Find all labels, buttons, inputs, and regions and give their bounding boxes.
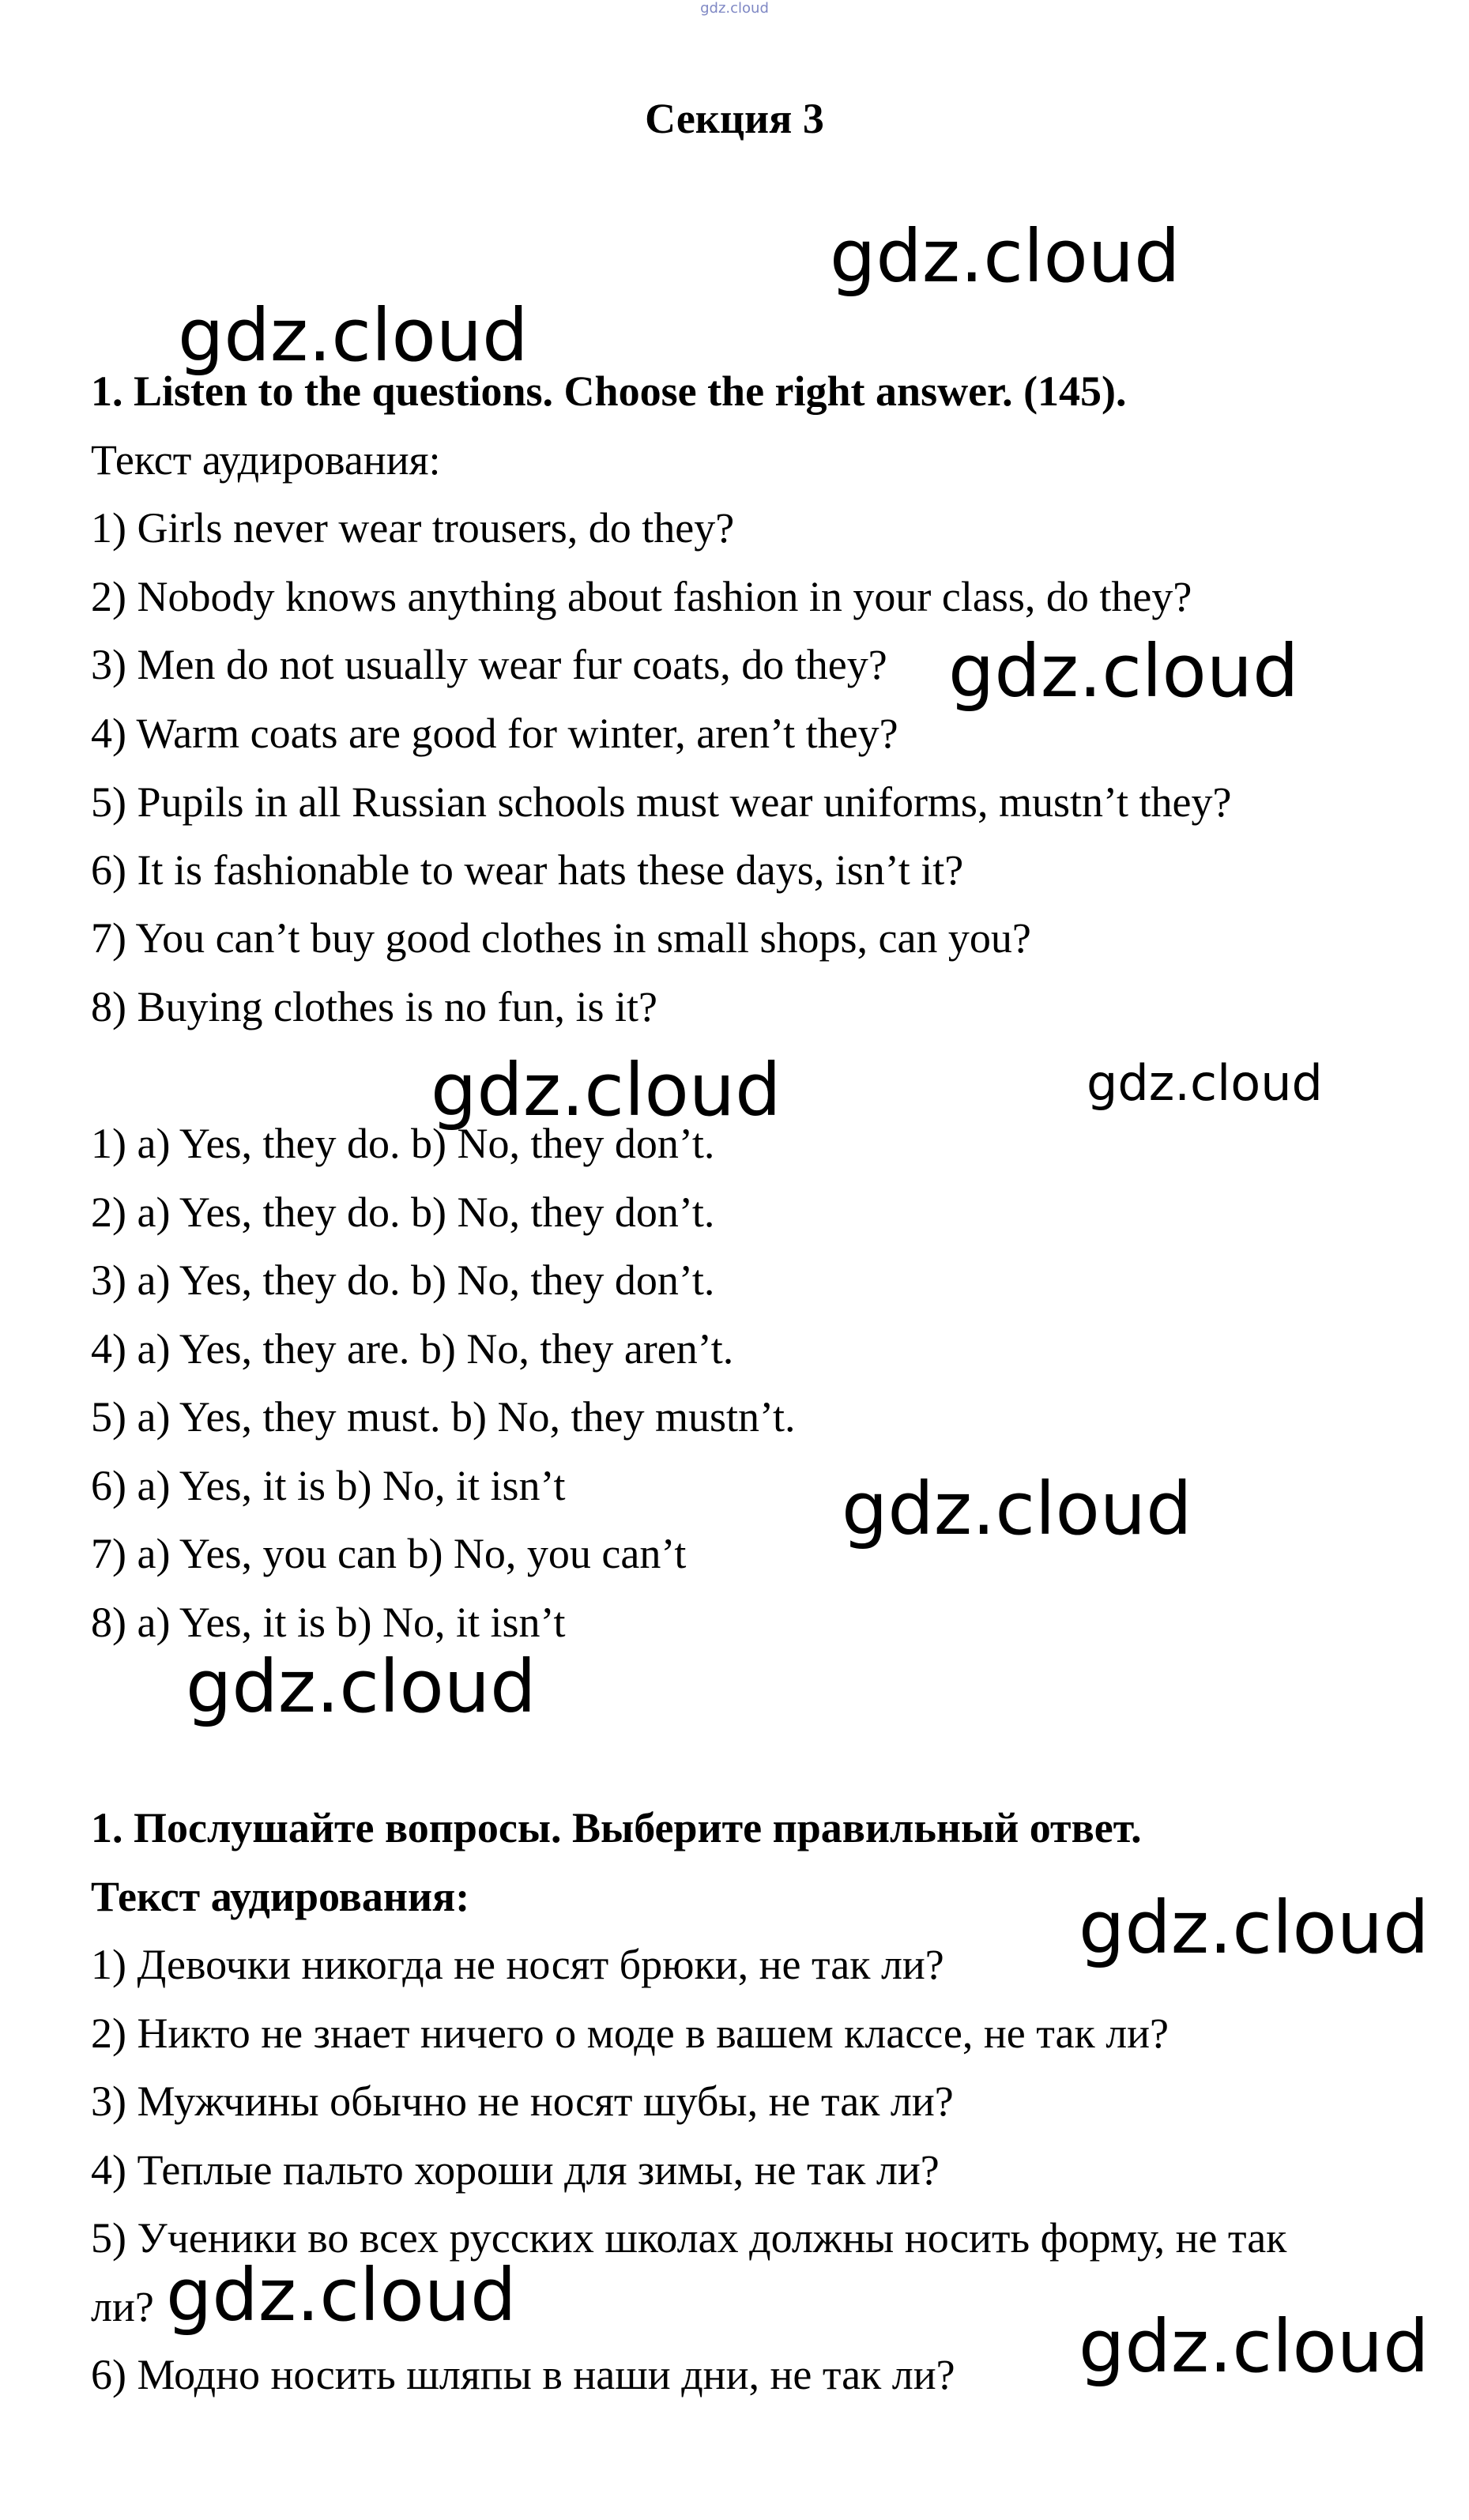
english-answer: 1) a) Yes, they do. b) No, they don’t. <box>91 1120 715 1167</box>
english-question: 7) You can’t buy good clothes in small shops, can you? <box>91 914 1031 962</box>
russian-question-continuation: ли? <box>91 2283 154 2330</box>
english-question: 3) Men do not usually wear fur coats, do they? <box>91 641 887 688</box>
russian-question: 3) Мужчины обычно не носят шубы, не так ли? <box>91 2077 954 2125</box>
watermark: gdz.cloud <box>948 629 1299 714</box>
english-transcript-label: Текст аудирования: <box>91 436 441 484</box>
watermark: gdz.cloud <box>431 1048 782 1132</box>
english-answer: 8) a) Yes, it is b) No, it isn’t <box>91 1599 566 1646</box>
english-answer: 7) a) Yes, you can b) No, you can’t <box>91 1530 687 1577</box>
english-answer: 6) a) Yes, it is b) No, it isn’t <box>91 1462 566 1509</box>
watermark: gdz.cloud <box>1079 1885 1429 1970</box>
english-question: 8) Buying clothes is no fun, is it? <box>91 983 657 1030</box>
watermark: gdz.cloud <box>842 1467 1192 1551</box>
russian-task-heading: 1. Послушайте вопросы. Выберите правильный ответ. <box>91 1804 1142 1851</box>
english-answer: 3) a) Yes, they do. b) No, they don’t. <box>91 1256 715 1304</box>
english-answer: 2) a) Yes, they do. b) No, they don’t. <box>91 1188 715 1236</box>
english-question: 6) It is fashionable to wear hats these days, isn’t it? <box>91 846 964 894</box>
english-question: 4) Warm coats are good for winter, aren’t they? <box>91 710 898 757</box>
russian-transcript-label: Текст аудирования: <box>91 1873 470 1920</box>
watermark: gdz.cloud <box>178 293 529 378</box>
top-watermark: gdz.cloud <box>700 0 769 17</box>
english-answer: 4) a) Yes, they are. b) No, they aren’t. <box>91 1325 734 1373</box>
russian-question: 1) Девочки никогда не носят брюки, не так ли? <box>91 1941 944 1988</box>
watermark: gdz.cloud <box>1087 1054 1323 1112</box>
watermark: gdz.cloud <box>1079 2304 1429 2389</box>
english-question: 1) Girls never wear trousers, do they? <box>91 504 735 552</box>
english-question: 5) Pupils in all Russian schools must wear uniforms, mustn’t they? <box>91 778 1232 826</box>
english-task-heading: 1. Listen to the questions. Choose the right answer. (145). <box>91 367 1127 415</box>
english-answer: 5) a) Yes, they must. b) No, they mustn’t. <box>91 1393 796 1441</box>
russian-question: 2) Никто не знает ничего о моде в вашем классе, не так ли? <box>91 2010 1170 2057</box>
english-question: 2) Nobody knows anything about fashion in your class, do they? <box>91 573 1192 620</box>
russian-question: 6) Модно носить шляпы в наши дни, не так ли? <box>91 2351 955 2398</box>
watermark: gdz.cloud <box>830 214 1181 299</box>
watermark: gdz.cloud <box>166 2253 517 2337</box>
russian-question: 5) Ученики во всех русских школах должны носить форму, не так <box>91 2214 1287 2262</box>
russian-question: 4) Теплые пальто хороши для зимы, не так ли? <box>91 2146 940 2194</box>
watermark: gdz.cloud <box>186 1644 537 1729</box>
page-title: Секция 3 <box>645 95 824 142</box>
